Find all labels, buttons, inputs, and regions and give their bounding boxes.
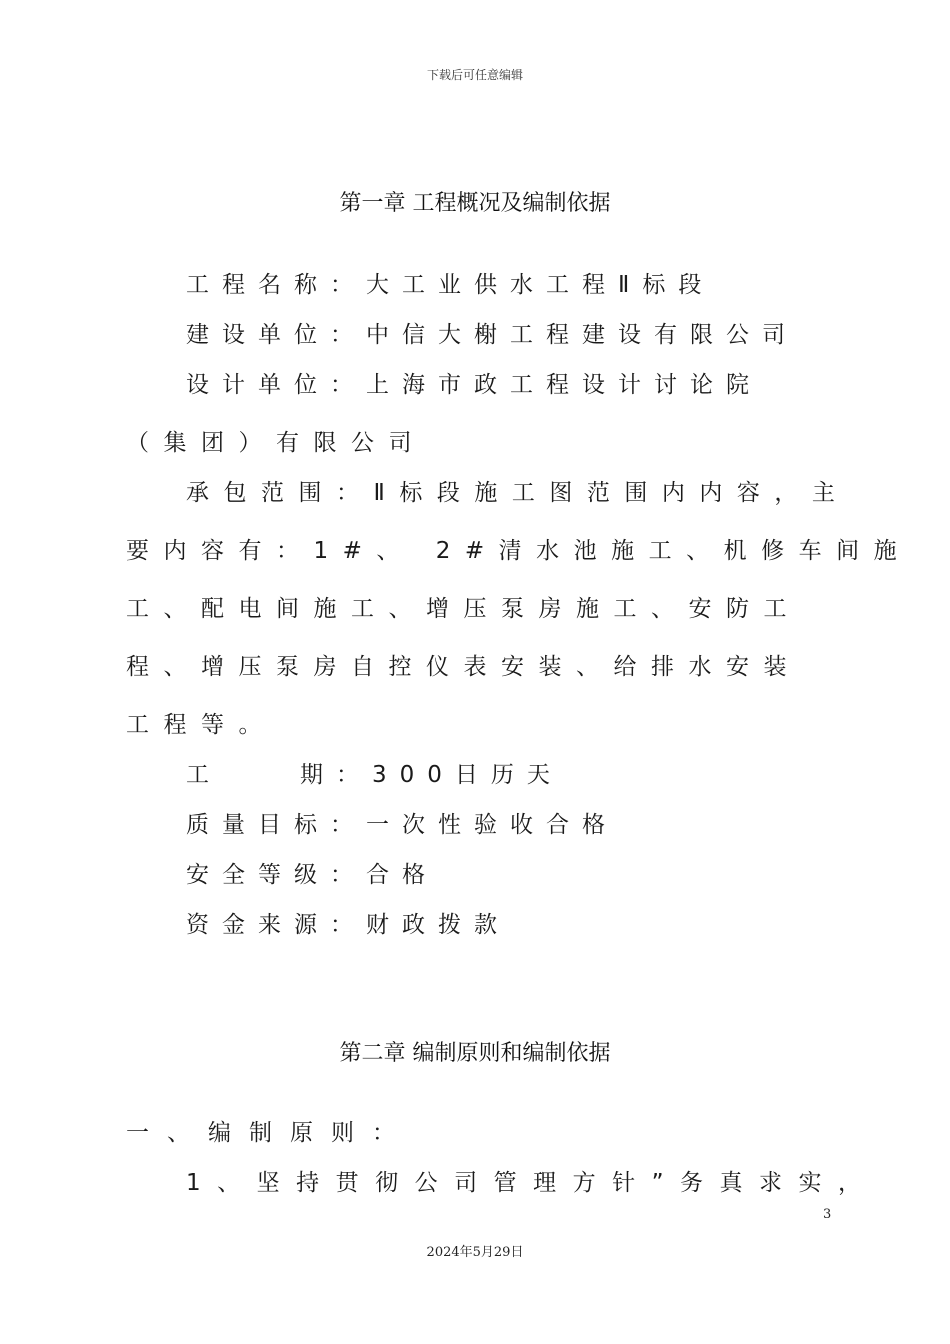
scope-line-2: 要内容有：1#、 2#清水池施工、机修车间施 (126, 538, 912, 564)
design-unit-continuation: （集团）有限公司 (126, 430, 426, 456)
project-name-value: 大工业供水工程Ⅱ标段 (366, 272, 715, 298)
scope-value: Ⅱ标段施工图范围内内容，主 (373, 480, 850, 506)
scope-line-1 (186, 474, 849, 507)
principle-item-1: 1、坚持贯彻公司管理方针”务真求实， (186, 1170, 878, 1196)
period-value: 300日历天 (372, 762, 563, 788)
quality-label: 质量目标： (186, 812, 366, 838)
construction-unit-value: 中信大榭工程建设有限公司 (366, 322, 798, 348)
quality-row (186, 806, 618, 839)
construction-unit-label: 建设单位： (186, 322, 366, 348)
project-name-row (186, 266, 714, 299)
scope-label: 承包范围： (186, 480, 374, 506)
page-number: 3 (823, 1207, 832, 1222)
funding-label: 资金来源： (186, 912, 366, 938)
section-heading: 一、编制原则： (126, 1120, 413, 1146)
safety-label: 安全等级： (186, 862, 366, 888)
period-label-b: 期： (300, 762, 372, 788)
chapter-2-title: 第二章 编制原则和编制依据 (339, 1041, 611, 1066)
safety-value: 合格 (366, 862, 438, 888)
funding-row (186, 906, 510, 939)
scope-line-5: 工程等。 (126, 712, 276, 738)
period-label-a: 工 (186, 762, 222, 788)
header-note: 下载后可任意编辑 (426, 68, 523, 82)
scope-line-4: 程、增压泵房自控仪表安装、给排水安装 (126, 654, 801, 680)
period-row (186, 756, 563, 789)
funding-value: 财政拨款 (366, 912, 510, 938)
chapter-1-title: 第一章 工程概况及编制依据 (339, 191, 611, 216)
construction-unit-row (186, 316, 798, 349)
footer-date: 2024年5月29日 (426, 1245, 524, 1260)
design-unit-row (186, 366, 762, 399)
safety-row (186, 856, 438, 889)
design-unit-label: 设计单位： (186, 372, 366, 398)
design-unit-value: 上海市政工程设计讨论院 (366, 372, 762, 398)
project-name-label: 工程名称： (186, 272, 366, 298)
quality-value: 一次性验收合格 (366, 812, 618, 838)
scope-line-3: 工、配电间施工、增压泵房施工、安防工 (126, 596, 801, 622)
